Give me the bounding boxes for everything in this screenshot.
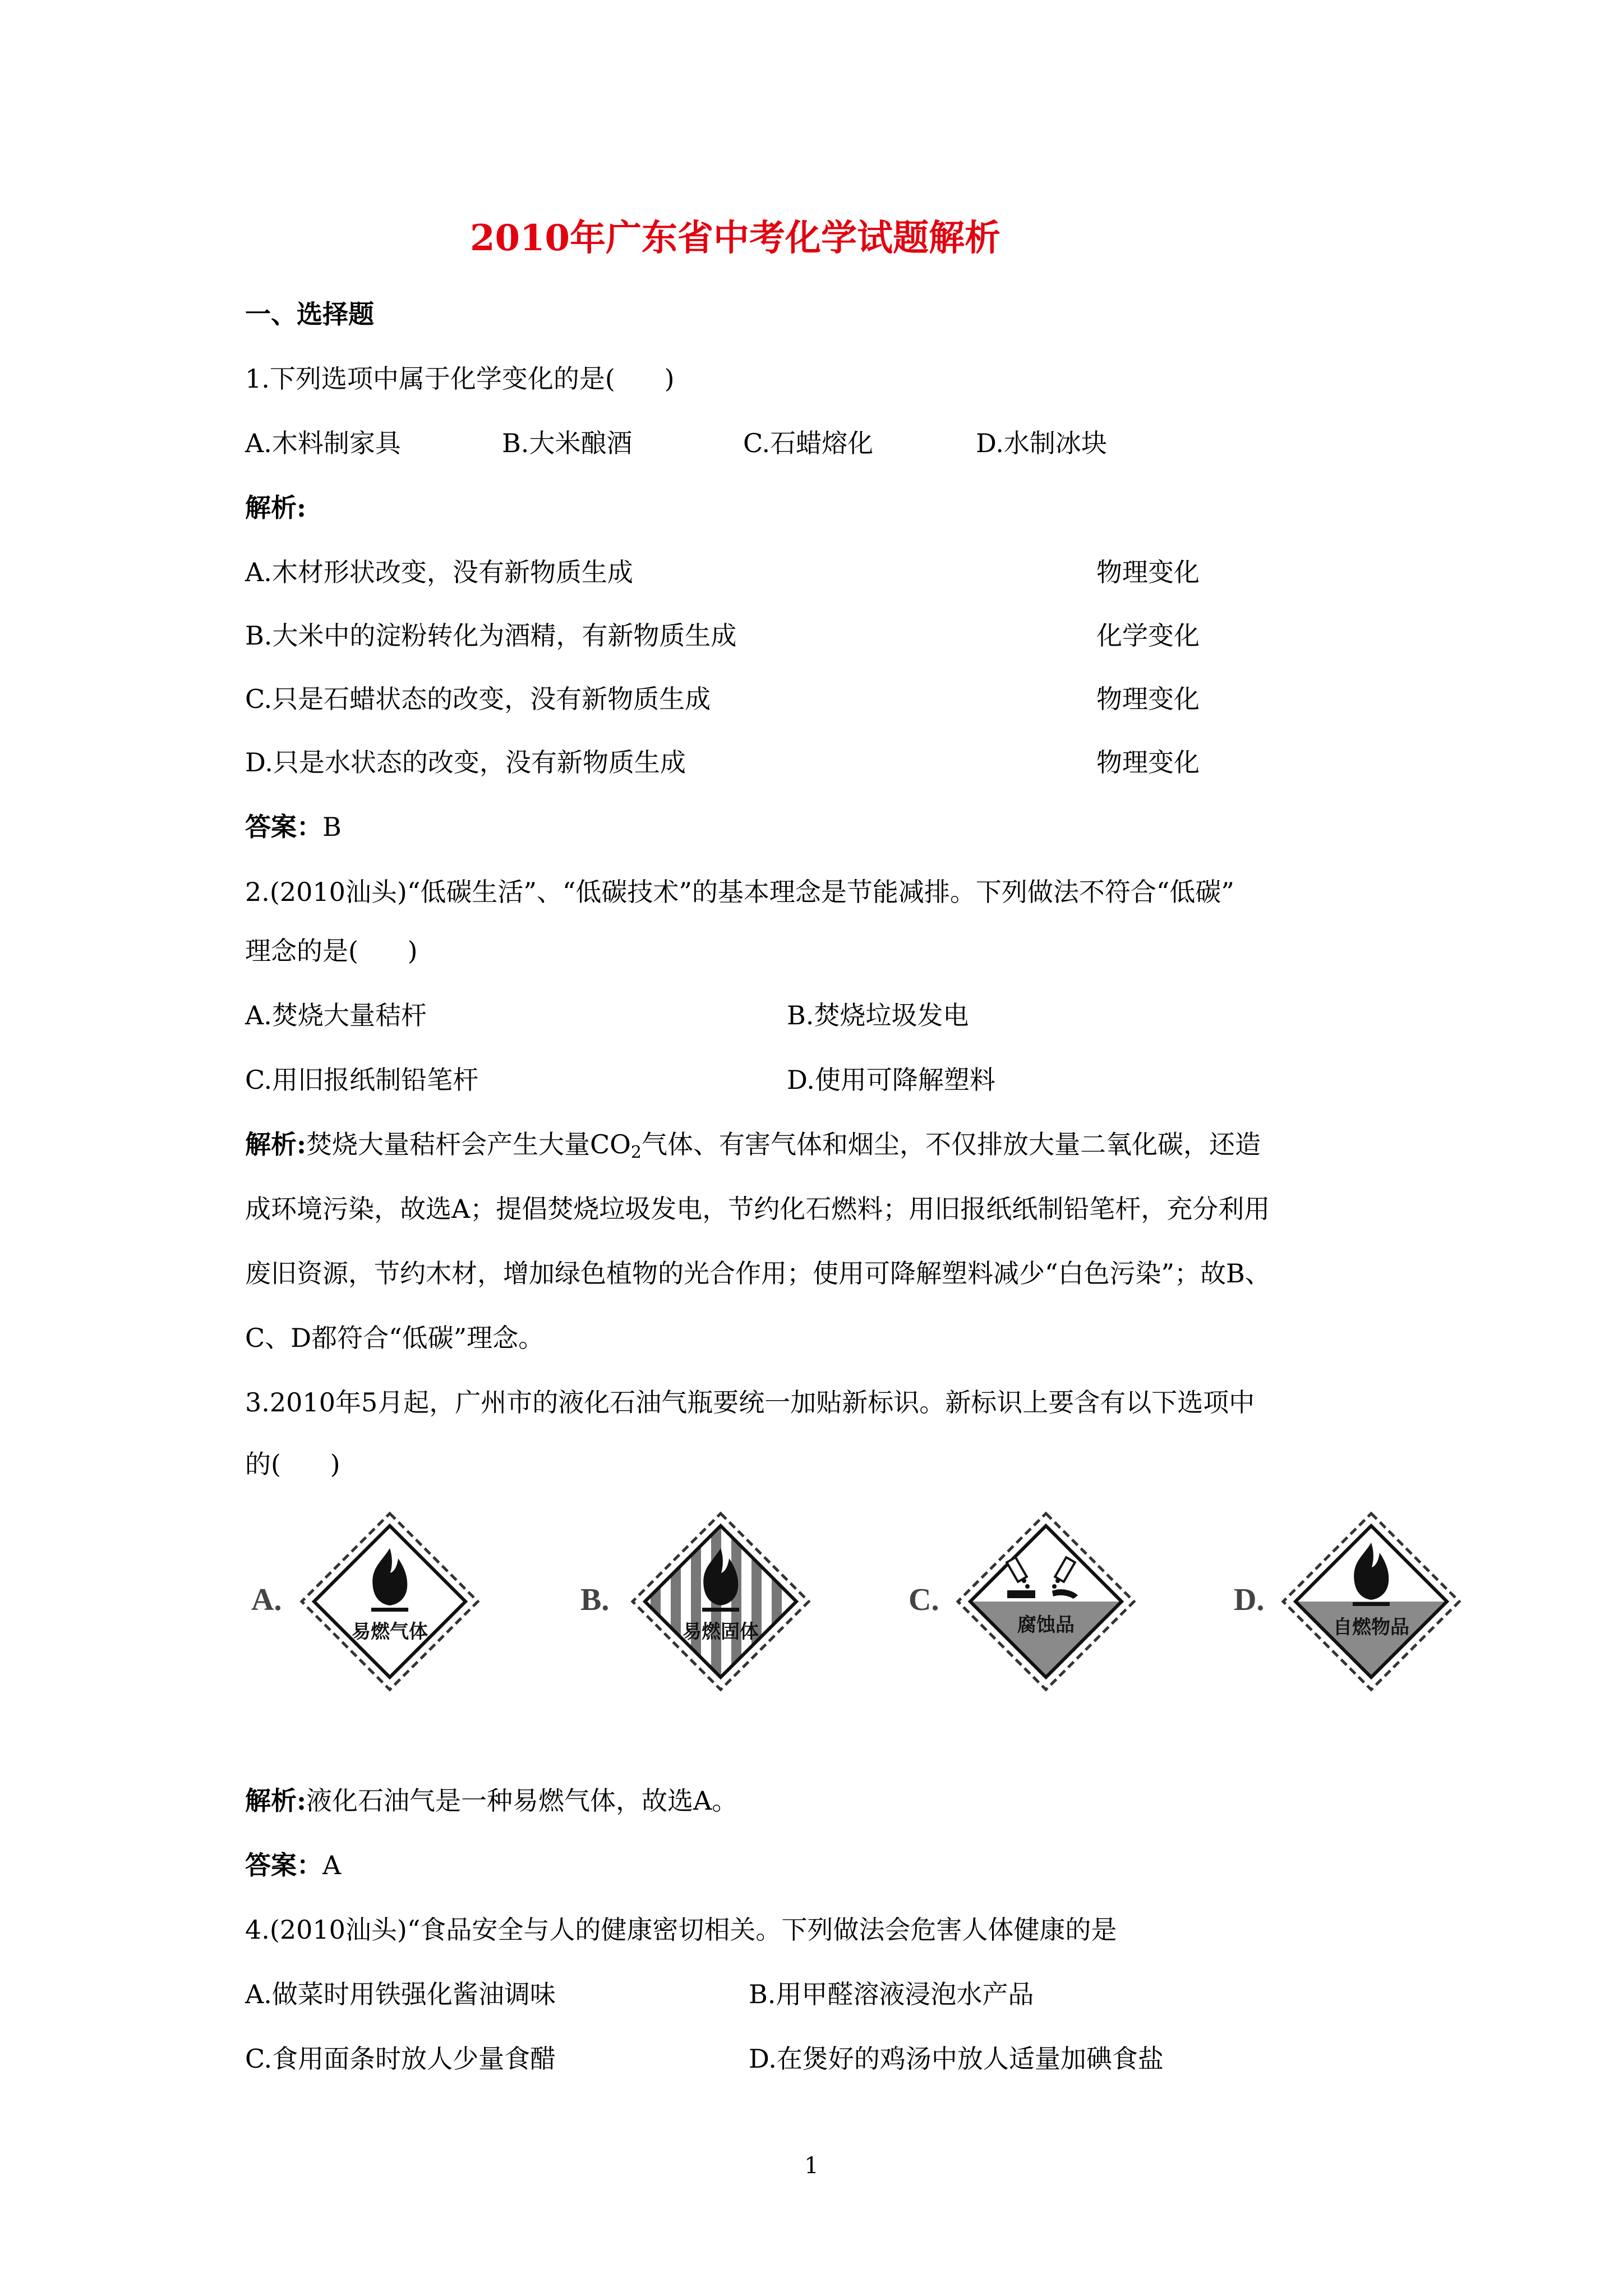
q3-analysis	[245, 1784, 737, 1818]
q2-option-d: D.使用可降解塑料	[787, 1065, 995, 1095]
sign-label-a: 易燃气体	[352, 1621, 428, 1642]
q2-analysis-line3: 废旧资源，节约木材，增加绿色植物的光合作用；使用可降解塑料减少“白色污染”；故B、	[245, 1258, 1271, 1289]
hazard-sign-flammable-gas	[297, 1509, 482, 1694]
q4-option-c: C.食用面条时放人少量食醋	[245, 2044, 556, 2074]
q2-option-a: A.焚烧大量秸杆	[245, 1000, 427, 1030]
q1-analysis-row-b: B.大米中的淀粉转化为酒精，有新物质生成	[245, 620, 737, 651]
q1-answer-label: 答案：	[245, 812, 322, 842]
question-3-stem-line1: 3.2010年5月起，广州市的液化石油气瓶要统一加贴新标识。新标识上要含有以下选项中	[245, 1387, 1255, 1418]
sign-c-letter: C.	[909, 1582, 939, 1617]
page-number: 1	[804, 2153, 819, 2179]
sign-d-letter: D.	[1234, 1582, 1265, 1617]
document-title: 2010年广东省中考化学试题解析	[469, 217, 1001, 259]
q1-analysis-result-c: 物理变化	[1096, 684, 1200, 714]
q1-option-b: B.大米酿酒	[502, 428, 633, 458]
q2-analysis-label: 解析:	[245, 1129, 306, 1159]
question-4-stem: 4.(2010汕头)“食品安全与人的健康密切相关。下列做法会危害人体健康的是	[245, 1915, 1117, 1945]
q1-analysis-row-c: C.只是石蜡状态的改变，没有新物质生成	[245, 684, 711, 714]
q2-option-c: C.用旧报纸制铅笔杆	[245, 1065, 479, 1095]
q3-answer	[245, 1848, 341, 1882]
q2-analysis-line2: 成环境污染，故选A；提倡焚烧垃圾发电，节约化石燃料；用旧报纸纸制铅笔杆，充分利用	[245, 1194, 1270, 1224]
q1-option-c: C.石蜡熔化	[743, 428, 874, 458]
q4-option-b: B.用甲醛溶液浸泡水产品	[749, 1979, 1034, 2009]
q1-analysis-row-a: A.木材形状改变，没有新物质生成	[245, 557, 633, 587]
question-2-stem-line1: 2.(2010汕头)“低碳生活”、“低碳技术”的基本理念是节能减排。下列做法不符合“低碳”	[245, 877, 1234, 907]
q4-option-d: D.在煲好的鸡汤中放人适量加碘食盐	[749, 2044, 1164, 2074]
question-2-stem-line2: 理念的是( )	[245, 936, 418, 966]
hazard-sign-flammable-solid	[628, 1509, 813, 1694]
q2-analysis-text-1b: 气体、有害气体和烟尘，不仅排放大量二氧化碳，还造	[642, 1129, 1261, 1159]
q1-analysis-row-d: D.只是水状态的改变，没有新物质生成	[245, 747, 686, 777]
sign-label-c: 腐蚀品	[1017, 1614, 1075, 1636]
q2-analysis-line1	[245, 1128, 1261, 1170]
q1-analysis-result-a: 物理变化	[1096, 557, 1200, 587]
question-1-stem: 1.下列选项中属于化学变化的是( )	[245, 364, 675, 394]
question-3-stem-line2: 的( )	[245, 1449, 340, 1479]
q1-analysis-result-b: 化学变化	[1096, 620, 1200, 651]
q1-analysis-label: 解析:	[245, 493, 306, 523]
co2-subscript: 2	[630, 1143, 642, 1162]
q1-answer-value: B	[322, 812, 342, 842]
q3-answer-label: 答案：	[245, 1850, 322, 1880]
q4-option-a: A.做菜时用铁强化酱油调味	[245, 1979, 556, 2009]
q3-analysis-text: 液化石油气是一种易燃气体，故选A。	[306, 1786, 738, 1816]
sign-label-d: 自燃物品	[1333, 1617, 1409, 1638]
q3-analysis-label: 解析:	[245, 1786, 306, 1816]
q2-analysis-text-1a: 焚烧大量秸杆会产生大量CO	[306, 1129, 631, 1159]
section-heading: 一、选择题	[245, 299, 374, 329]
hazard-sign-spontaneous-combustion	[1279, 1509, 1464, 1694]
q1-option-a: A.木料制家具	[245, 428, 401, 458]
hazard-sign-corrosive	[953, 1509, 1138, 1694]
q2-option-b: B.焚烧垃圾发电	[787, 1000, 969, 1030]
sign-b-letter: B.	[580, 1582, 610, 1617]
sign-a-letter: A.	[251, 1582, 282, 1617]
q1-answer	[245, 810, 342, 844]
sign-label-b: 易燃固体	[683, 1621, 759, 1642]
q1-option-d: D.水制冰块	[976, 428, 1107, 458]
q2-analysis-line4: C、D都符合“低碳”理念。	[245, 1323, 545, 1353]
q1-analysis-result-d: 物理变化	[1096, 747, 1200, 777]
q3-answer-value: A	[322, 1850, 342, 1880]
